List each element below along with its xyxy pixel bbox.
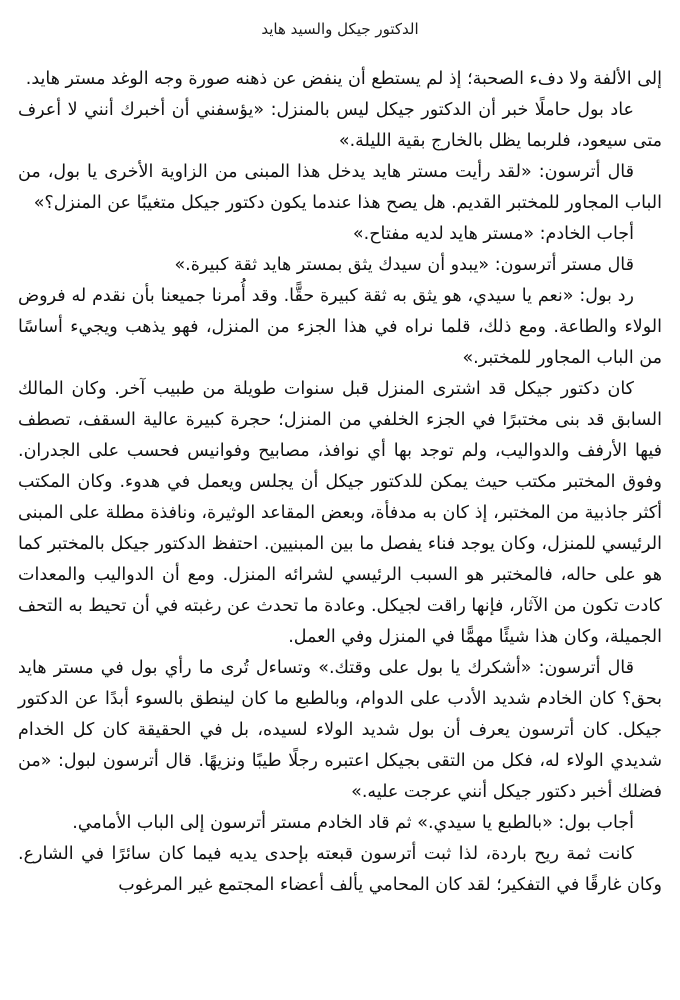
running-header-title: الدكتور جيكل والسيد هايد	[261, 20, 419, 38]
body-text	[18, 64, 662, 901]
paragraph: أجاب الخادم: «مستر هايد لديه مفتاح.»	[352, 224, 634, 244]
paragraph: قال أترسون: «لقد رأيت مستر هايد يدخل هذا المبنى من الزاوية الأخرى يا بول، من الباب المجاور للمختبر القديم. هل يصح هذا عندما يكون دكتور جيكل متغيبًا عن المنزل؟»	[18, 162, 662, 213]
paragraph: قال أترسون: «أشكرك يا بول على وقتك.» وتساءل تُرى ما رأي بول في مستر هايد بحق؟ كان الخادم شديد الأدب على الدوام، وبالطبع ما كان لينطق بالسوء أبدًا عن الدكتور جيكل. كان أترسون يعرف أن بول شديد الولاء لسيده، بل في الحقيقة كان كل الخدام شديدي الولاء له، فكل من التقى بجيكل اعتبره رجلًا طيبًا ونزيهًا. قال أترسون لبول: «من فضلك أخبر دكتور جيكل أنني عرجت عليه.»	[18, 658, 662, 802]
paragraph: أجاب بول: «بالطبع يا سيدي.» ثم قاد الخادم مستر أترسون إلى الباب الأمامي.	[72, 813, 634, 833]
paragraph: كانت ثمة ريح باردة، لذا ثبت أترسون قبعته بإحدى يديه فيما كان سائرًا في الشارع. وكان غارقًا في التفكير؛ لقد كان المحامي يألف أعضاء المجتمع غير المرغوب	[18, 844, 662, 895]
paragraph: كان دكتور جيكل قد اشترى المنزل قبل سنوات طويلة من طبيب آخر. وكان المالك السابق قد بنى مختبرًا في الجزء الخلفي من المنزل؛ حجرة كبيرة عالية السقف، تصطف فيها الأرفف والدواليب، ولم توجد بها أي نوافذ، مصابيح وفوانيس فحسب على الجدران. وفوق المختبر مكتب حيث يمكن للدكتور جيكل أن يجلس ويعمل في هدوء. وكان المكتب أكثر جاذبية من المختبر، إذ كان به مدفأة، وبعض المقاعد الوثيرة، ونافذة مطلة على المبنى الرئيسي للمنزل، وكان يوجد فناء يفصل ما بين المبنيين. احتفظ الدكتور جيكل بالمختبر كما هو على حاله، فالمختبر هو السبب الرئيسي لشرائه المنزل. ومع أن الدواليب والمعدات كادت تكون من الآثار، فإنها راقت لجيكل. وعادة ما تحدث عن رغبته في أن تحيط به التحف الجميلة، وكان هذا شيئًا مهمًّا في المنزل وفي العمل.	[18, 379, 662, 647]
paragraph: قال مستر أترسون: «يبدو أن سيدك يثق بمستر هايد ثقة كبيرة.»	[174, 255, 634, 275]
paragraph: إلى الألفة ولا دفء الصحبة؛ إذ لم يستطع أن ينفض عن ذهنه صورة وجه الوغد مستر هايد.	[25, 69, 662, 89]
paragraph: عاد بول حاملًا خبر أن الدكتور جيكل ليس بالمنزل: «يؤسفني أن أخبرك أنني لا أعرف متى سيعود، فلربما يظل بالخارج بقية الليلة.»	[18, 100, 662, 151]
paragraph: رد بول: «نعم يا سيدي، هو يثق به ثقة كبيرة حقًّا. وقد أُمرنا جميعنا بأن نقدم له فروض الولاء والطاعة. ومع ذلك، قلما نراه في هذا الجزء من المنزل، فهو يذهب ويجيء أساسًا من الباب المجاور للمختبر.»	[18, 286, 662, 368]
